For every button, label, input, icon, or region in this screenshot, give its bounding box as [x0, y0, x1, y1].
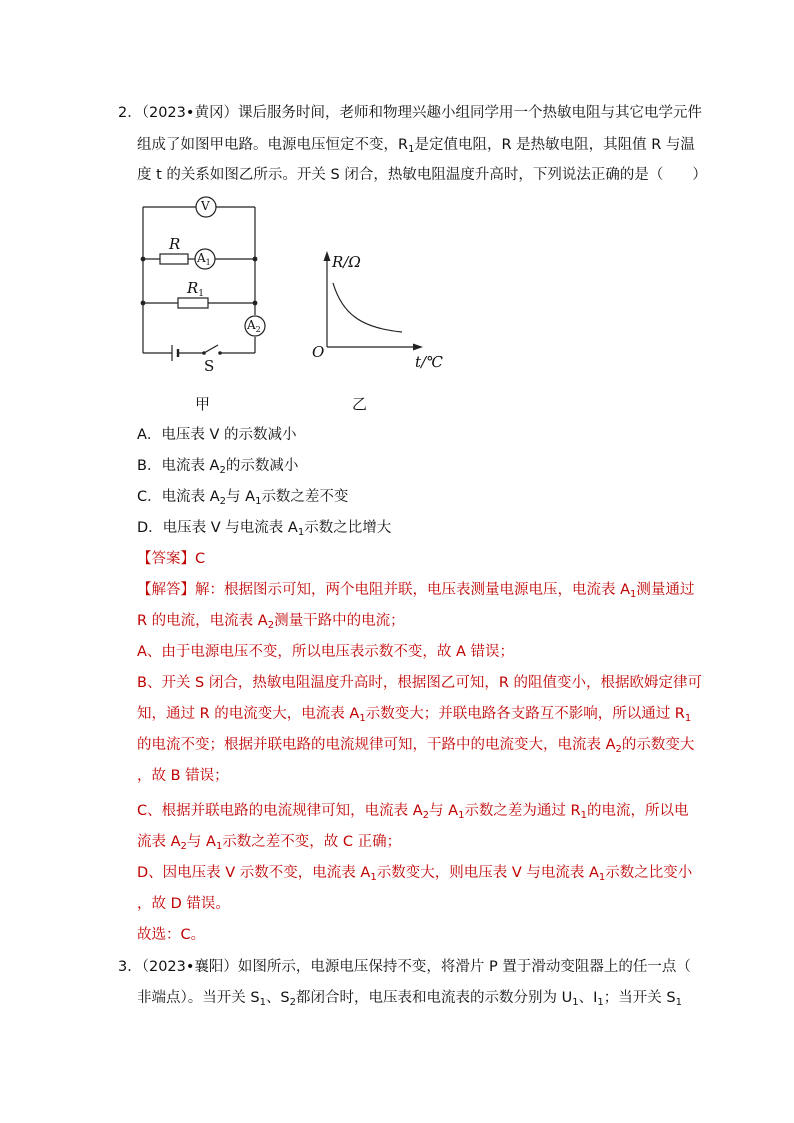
analysis-line-1: 【解答】解：根据图示可知，两个电阻并联，电压表测量电源电压，电流表 $A_1$测量通过 — [137, 582, 695, 600]
resistor-r1-label: $R_1$ — [187, 279, 205, 299]
figure-area — [130, 195, 460, 415]
analysis-line-8: C、根据并联电路的电流规律可知，电流表 $A_2$与 $A_1$示数之差为通过 $R_1$的电流，所以电 — [137, 803, 689, 821]
analysis-line-3: A、由于电源电压不变，所以电压表示数不变，故 A 错误； — [137, 644, 515, 660]
conclusion-line: 故选：C。 — [137, 927, 206, 943]
answer-line — [137, 549, 205, 569]
answer-tag: 【答案】 — [137, 551, 195, 567]
analysis-line-5: 知，通过 R 的电流变大，电流表 $A_1$示数变大；并联电路各支路互不影响，所以通过 $R_1$ — [137, 706, 692, 724]
graph-x-label: t/℃ — [415, 353, 443, 371]
answer-value: C — [195, 551, 206, 567]
analysis-line-6: 的电流不变；根据并联电路的电流规律可知，干路中的电流变大，电流表 $A_2$的示数变大 — [137, 737, 695, 755]
caption-jia: 甲 — [195, 395, 211, 413]
analysis-line-7: ，故 B 错误； — [137, 768, 229, 784]
analysis-line-9: 流表 $A_2$与 $A_1$示数之差不变，故 C 正确； — [137, 834, 402, 852]
q3-line-1: 3．（2023•襄阳）如图所示，电源电压保持不变，将滑片 P 置于滑动变阻器上的任一点（ — [118, 959, 691, 975]
question-number: 2． — [118, 105, 142, 121]
option-d: D．电压表 V 与电流表 $A_1$示数之比增大 — [137, 520, 392, 538]
circuit-and-graph — [130, 195, 460, 415]
analysis-line-10: D、因电压表 V 示数不变，电流表 $A_1$示数变大，则电压表 V 与电流表 $A_1$示数之比变小 — [137, 865, 693, 883]
q2-line-2: 组成了如图甲电路。电源电压恒定不变，$R_1$是定值电阻，R 是热敏电阻，其阻值 R 与温 — [137, 137, 695, 155]
option-c: C．电流表 $A_2$与 $A_1$示数之差不变 — [137, 489, 349, 507]
switch-label: S — [204, 357, 215, 375]
resistor-r-label: R — [169, 235, 181, 253]
analysis-tag: 【解答】 — [137, 582, 195, 598]
analysis-line-4: B、开关 S 闭合，热敏电阻温度升高时，根据图乙可知，R 的阻值变小，根据欧姆定律可 — [137, 675, 703, 691]
graph-origin: O — [312, 343, 325, 361]
analysis-line-11: ，故 D 错误。 — [137, 896, 230, 912]
ammeter-a2-label: $A_2$ — [247, 318, 261, 334]
option-a: A．电压表 V 的示数减小 — [137, 427, 297, 443]
ammeter-a1-label: $A_1$ — [197, 251, 211, 267]
voltmeter-label: V — [201, 199, 210, 213]
analysis-line-2: R 的电流，电流表 $A_2$测量干路中的电流； — [137, 613, 405, 631]
q2-line-1: 2．（2023•黄冈）课后服务时间，老师和物理兴趣小组同学用一个热敏电阻与其它电学元件 — [118, 105, 702, 121]
graph-y-label: R/Ω — [332, 253, 361, 271]
q2-line-3: 度 t 的关系如图乙所示。开关 S 闭合，热敏电阻温度升高时，下列说法正确的是（ ） — [137, 167, 707, 183]
option-b: B．电流表 $A_2$的示数减小 — [137, 458, 299, 476]
question-source: （2023•黄冈） — [141, 105, 238, 121]
q3-line-2: 非端点）。当开关 $S_1$、$S_2$都闭合时，电压表和电流表的示数分别为 $U_1$、$I_1$；当开关 $S_1$ — [137, 990, 682, 1008]
caption-yi: 乙 — [352, 395, 368, 413]
